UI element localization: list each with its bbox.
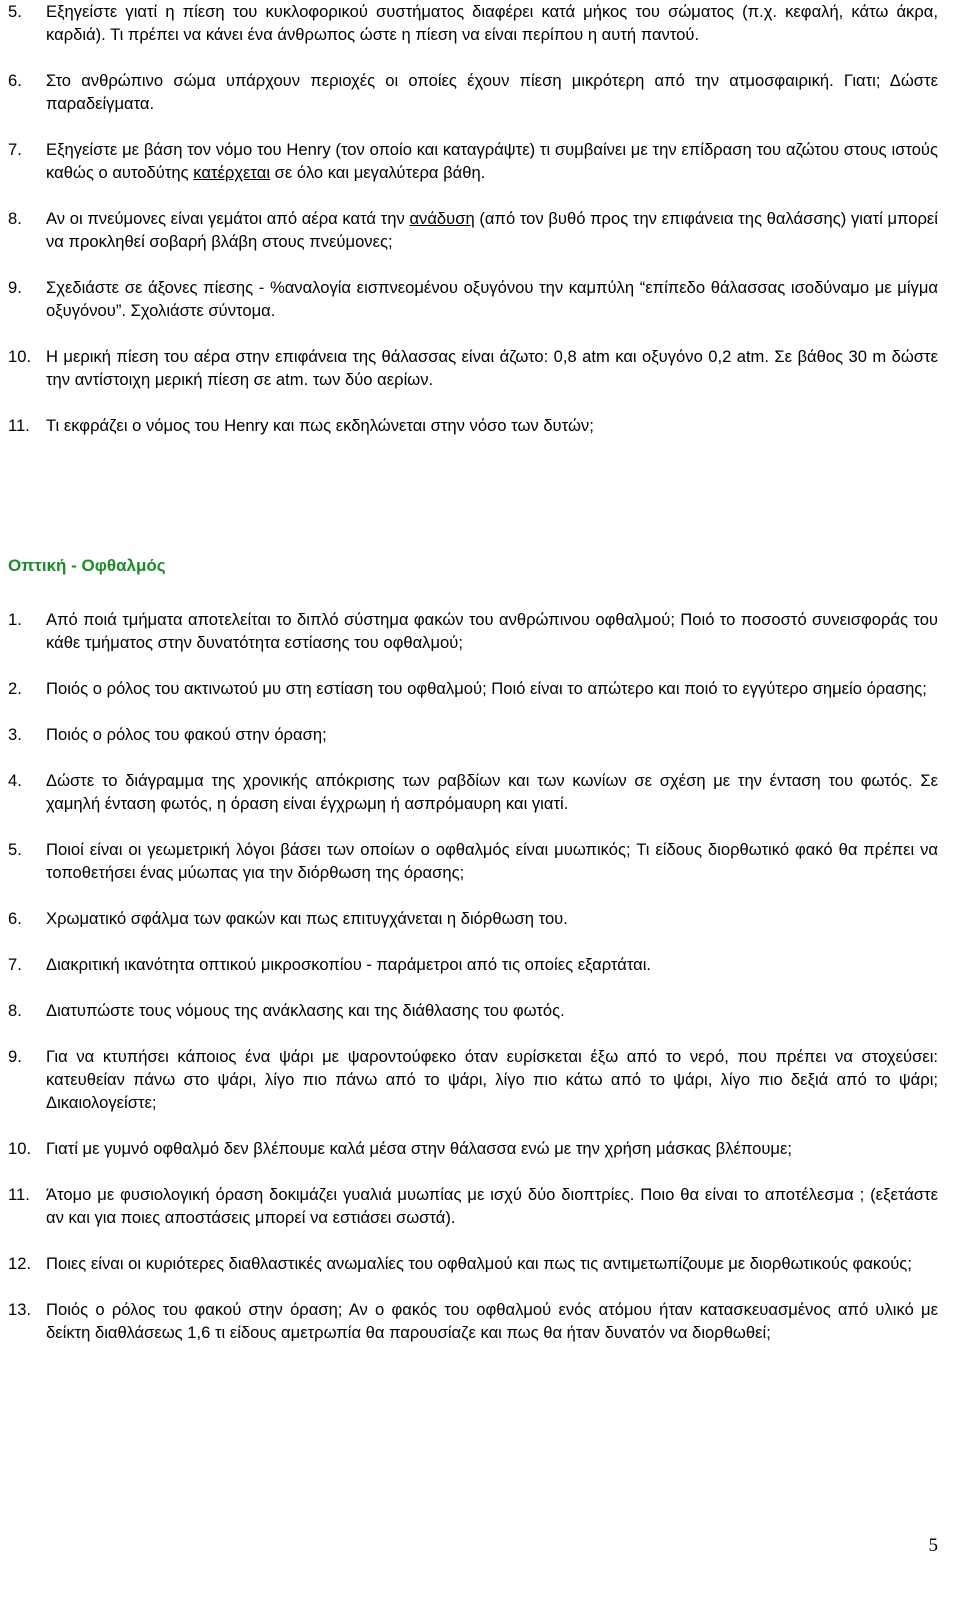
question-number: 6.	[8, 909, 22, 928]
question-item	[8, 999, 938, 1022]
question-item	[8, 414, 938, 437]
text-segment: Διακριτική ικανότητα οπτικού μικροσκοπίου - παράμετροι από τις οποίες εξαρτάται.	[46, 955, 652, 974]
question-text	[46, 909, 568, 928]
question-list-pressure	[8, 0, 938, 460]
question-text	[46, 1254, 912, 1273]
question-item	[8, 769, 938, 815]
underlined-term: ανάδυση	[409, 209, 475, 228]
question-text	[46, 679, 927, 698]
question-item	[8, 69, 938, 115]
question-list-optics	[8, 608, 938, 1367]
question-item	[8, 276, 938, 322]
text-segment: Διατυπώστε τους νόμους της ανάκλασης και της διάθλασης του φωτός.	[46, 1001, 565, 1020]
question-number: 8.	[8, 1001, 22, 1020]
question-number: 7.	[8, 140, 22, 159]
question-text	[46, 771, 938, 813]
text-segment: Σχεδιάστε σε άξονες πίεσης - %αναλογία εισπνεομένου οξυγόνου την καμπύλη “επίπεδο θάλασσας ισοδύναμο με μίγμα οξυγόνου”. Σχολιάστε σύντομα.	[46, 278, 938, 320]
question-number: 13.	[8, 1300, 32, 1319]
question-number: 7.	[8, 955, 22, 974]
question-item	[8, 838, 938, 884]
question-text	[46, 1185, 938, 1227]
question-item	[8, 953, 938, 976]
question-item	[8, 1137, 938, 1160]
question-item	[8, 207, 938, 253]
page-number: 5	[928, 1535, 938, 1556]
text-segment: Χρωματικό σφάλμα των φακών και πως επιτυγχάνεται η διόρθωση του.	[46, 909, 568, 928]
section-title-optics: Οπτική - Οφθαλμός	[8, 556, 166, 575]
question-text	[46, 416, 594, 435]
question-number: 9.	[8, 1047, 22, 1066]
question-number: 2.	[8, 679, 22, 698]
question-item	[8, 677, 938, 700]
question-item	[8, 1252, 938, 1275]
question-number: 5.	[8, 2, 22, 21]
question-text	[46, 209, 938, 251]
question-text	[46, 955, 651, 974]
text-segment: Εξηγείστε με βάση τον νόμο του Henry (τον οποίο και καταγράψτε) τι συμβαίνει με την επίδραση του αζώτου στους ιστούς καθώς ο αυτοδύτης	[46, 140, 938, 182]
text-segment: Γιατί με γυμνό οφθαλμό δεν βλέπουμε καλά μέσα στην θάλασσα ενώ με την χρήση μάσκας βλέπουμε;	[46, 1139, 792, 1158]
question-item	[8, 1045, 938, 1114]
question-text	[46, 1300, 938, 1342]
question-number: 6.	[8, 71, 22, 90]
question-number: 1.	[8, 610, 22, 629]
text-segment: Στο ανθρώπινο σώμα υπάρχουν περιοχές οι οποίες έχουν πίεση μικρότερη από την ατμοσφαιρική. Γιατι; Δώστε παραδείγματα.	[46, 71, 938, 113]
question-item	[8, 0, 938, 46]
text-segment: Αν οι πνεύμονες είναι γεμάτοι από αέρα κατά την	[46, 209, 410, 228]
question-item	[8, 1298, 938, 1344]
question-text	[46, 1047, 938, 1112]
question-text	[46, 1139, 792, 1158]
question-text	[46, 71, 938, 113]
question-item	[8, 608, 938, 654]
question-number: 11.	[8, 416, 30, 435]
question-item	[8, 1183, 938, 1229]
text-segment: Άτομο με φυσιολογική όραση δοκιμάζει γυαλιά μυωπίας με ισχύ δύο διοπτρίες. Ποιο θα είναι το αποτέλεσμα ; (εξετάστε αν και για ποιες αποστάσεις μπορεί να εστιάσει σωστά).	[46, 1185, 938, 1227]
question-text	[46, 610, 938, 652]
question-item	[8, 345, 938, 391]
text-segment: (από τον βυθό προς την επιφάνεια της θαλάσσης) γιατί μπορεί να προκληθεί σοβαρή βλάβη στους πνεύμονες;	[46, 209, 938, 251]
question-number: 3.	[8, 725, 22, 744]
text-segment: Από ποιά τμήματα αποτελείται το διπλό σύστημα φακών του ανθρώπινου οφθαλμού; Ποιό το ποσοστό συνεισφοράς του κάθε τμήματος στην δυνατότητα εστίασης του οφθαλμού;	[46, 610, 938, 652]
question-text	[46, 2, 938, 44]
question-number: 10.	[8, 347, 32, 366]
question-number: 5.	[8, 840, 22, 859]
text-segment: Ποιός ο ρόλος του φακού στην όραση;	[46, 725, 327, 744]
question-item	[8, 138, 938, 184]
question-item	[8, 723, 938, 746]
question-text	[46, 725, 327, 744]
text-segment: Για να κτυπήσει κάποιος ένα ψάρι με ψαροντούφεκο όταν ευρίσκεται έξω από το νερό, που πρέπει να στοχεύσει: κατευθείαν πάνω στο ψάρι, λίγο πιο πάνω από το ψάρι, λίγο πιο κάτω από το ψάρι, λίγο πιο δεξιά από το ψάρι; Δικαιολογείστε;	[46, 1047, 938, 1112]
text-segment: Τι εκφράζει ο νόμος του Henry και πως εκδηλώνεται στην νόσο των δυτών;	[46, 416, 594, 435]
question-number: 11.	[8, 1185, 30, 1204]
text-segment: Ποιοί είναι οι γεωμετρική λόγοι βάσει των οποίων ο οφθαλμός είναι μυωπικός; Τι είδους διορθωτικό φακό θα πρέπει να τοποθετήσει ένας μύωπας για την διόρθωση της όρασης;	[46, 840, 938, 882]
underlined-term: κατέρχεται	[193, 163, 271, 182]
text-segment: Η μερική πίεση του αέρα στην επιφάνεια της θάλασσας είναι άζωτο: 0,8 atm και οξυγόνο 0,2 atm. Σε βάθος 30 m δώστε την αντίστοιχη μερική πίεση σε atm. των δύο αερίων.	[46, 347, 938, 389]
question-text	[46, 347, 938, 389]
text-segment: Εξηγείστε γιατί η πίεση του κυκλοφορικού συστήματος διαφέρει κατά μήκος του σώματος (π.χ. κεφαλή, κάτω άκρα, καρδιά). Τι πρέπει να κάνει ένα άνθρωπος ώστε η πίεση να είναι περίπου η αυτή παντού.	[46, 2, 938, 44]
question-number: 8.	[8, 209, 22, 228]
question-number: 12.	[8, 1254, 32, 1273]
question-text	[46, 1001, 565, 1020]
question-number: 9.	[8, 278, 22, 297]
text-segment: σε όλο και μεγαλύτερα βάθη.	[270, 163, 486, 182]
question-item	[8, 907, 938, 930]
question-number: 4.	[8, 771, 22, 790]
question-number: 10.	[8, 1139, 32, 1158]
text-segment: Ποιός ο ρόλος του φακού στην όραση; Αν ο φακός του οφθαλμού ενός ατόμου ήταν κατασκευασμένος από υλικό με δείκτη διαθλάσεως 1,6 τι είδους αμετρωπία θα παρουσίαζε και πως θα ήταν δυνατόν να διορθωθεί;	[46, 1300, 938, 1342]
question-text	[46, 140, 938, 182]
text-segment: Ποιός ο ρόλος του ακτινωτού μυ στη εστίαση του οφθαλμού; Ποιό είναι το απώτερο και ποιό το εγγύτερο σημείο όρασης;	[46, 679, 927, 698]
question-text	[46, 278, 938, 320]
text-segment: Ποιες είναι οι κυριότερες διαθλαστικές ανωμαλίες του οφθαλμού και πως τις αντιμετωπίζουμε με διορθωτικούς φακούς;	[46, 1254, 912, 1273]
question-text	[46, 840, 938, 882]
text-segment: Δώστε το διάγραμμα της χρονικής απόκρισης των ραβδίων και των κωνίων σε σχέση με την ένταση του φωτός. Σε χαμηλή ένταση φωτός, η όραση είναι έγχρωμη ή ασπρόμαυρη και γιατί.	[46, 771, 938, 813]
